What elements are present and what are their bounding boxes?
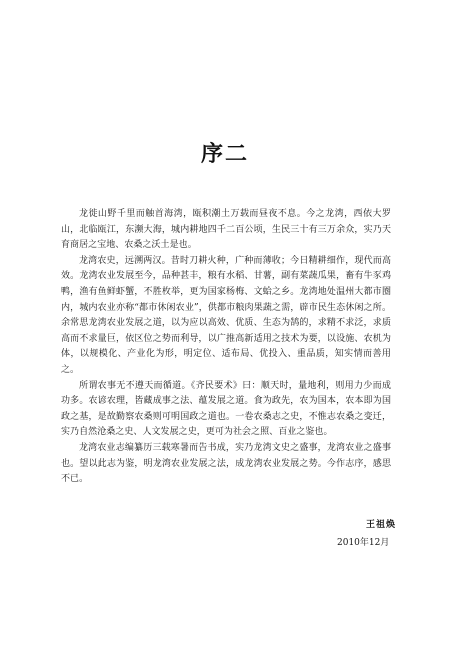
- author-name: 王祖焕: [365, 520, 396, 530]
- paragraph-1: 龙徙山野千里而触首海湾，瓯积潮土万载而昼夜不息。今之龙湾，西依大罗山，北临瓯江，东濒大海，城内耕地四千二百公顷，生民三十有三万余众，实乃天育商居之宝地、农桑之沃土是也。: [61, 209, 391, 251]
- page-title: 序二: [200, 140, 249, 167]
- signature-date: 2010年12月: [337, 538, 390, 548]
- paragraph-4: 龙湾农业志编纂历三载寒暑而告书成，实乃龙湾文史之盛事，龙湾农业之盛事也。望以此志为鉴，明龙湾农业发展之法，成龙湾农业发展之势。今作志序，感思不已。: [61, 442, 391, 485]
- signature-block: [330, 516, 406, 552]
- preface-body: [61, 207, 391, 488]
- paragraph-2: 龙湾农史，远溯两汉。昔时刀耕火种，广种而薄收；今日精耕细作，现代而高效。龙湾农业发展至今，品种甚丰，粮有水稻、甘薯，副有菜蔬瓜果，畜有牛豕鸡鸭，渔有鱼鲜虾蟹，不胜枚举，更为国家杨梅、文蛤之乡。龙湾地处温州大都市圈内，城内农业亦称“都市休闲农业”，供都市粮肉果蔬之需，辟市民生态休闲之所。余常思龙湾农业发展之道，以为应以高效、优质、生态为鹄的，求精不求泛，求质高而不求量巨，依区位之势而利导，以广推高新适用之技术为要，以设施、农机为体，以规模化、产业化为形，明定位、适布局、优投入、重品质，知实情而善用之。: [61, 255, 391, 375]
- paragraph-3: 所谓农事无不遵天而循道。《齐民要术》曰：顺天时，量地利，则用力少而成功多。农谚农理，皆藏成事之法、蕴发展之道。食为政先，农为国本，农本即为国政之基，是故勤察农桑则可明国政之道也。一卷农桑志之史，不惟志农桑之变迁，实乃自然沧桑之史、人文发展之史，更可为社会之照、百业之鉴也。: [61, 380, 391, 438]
